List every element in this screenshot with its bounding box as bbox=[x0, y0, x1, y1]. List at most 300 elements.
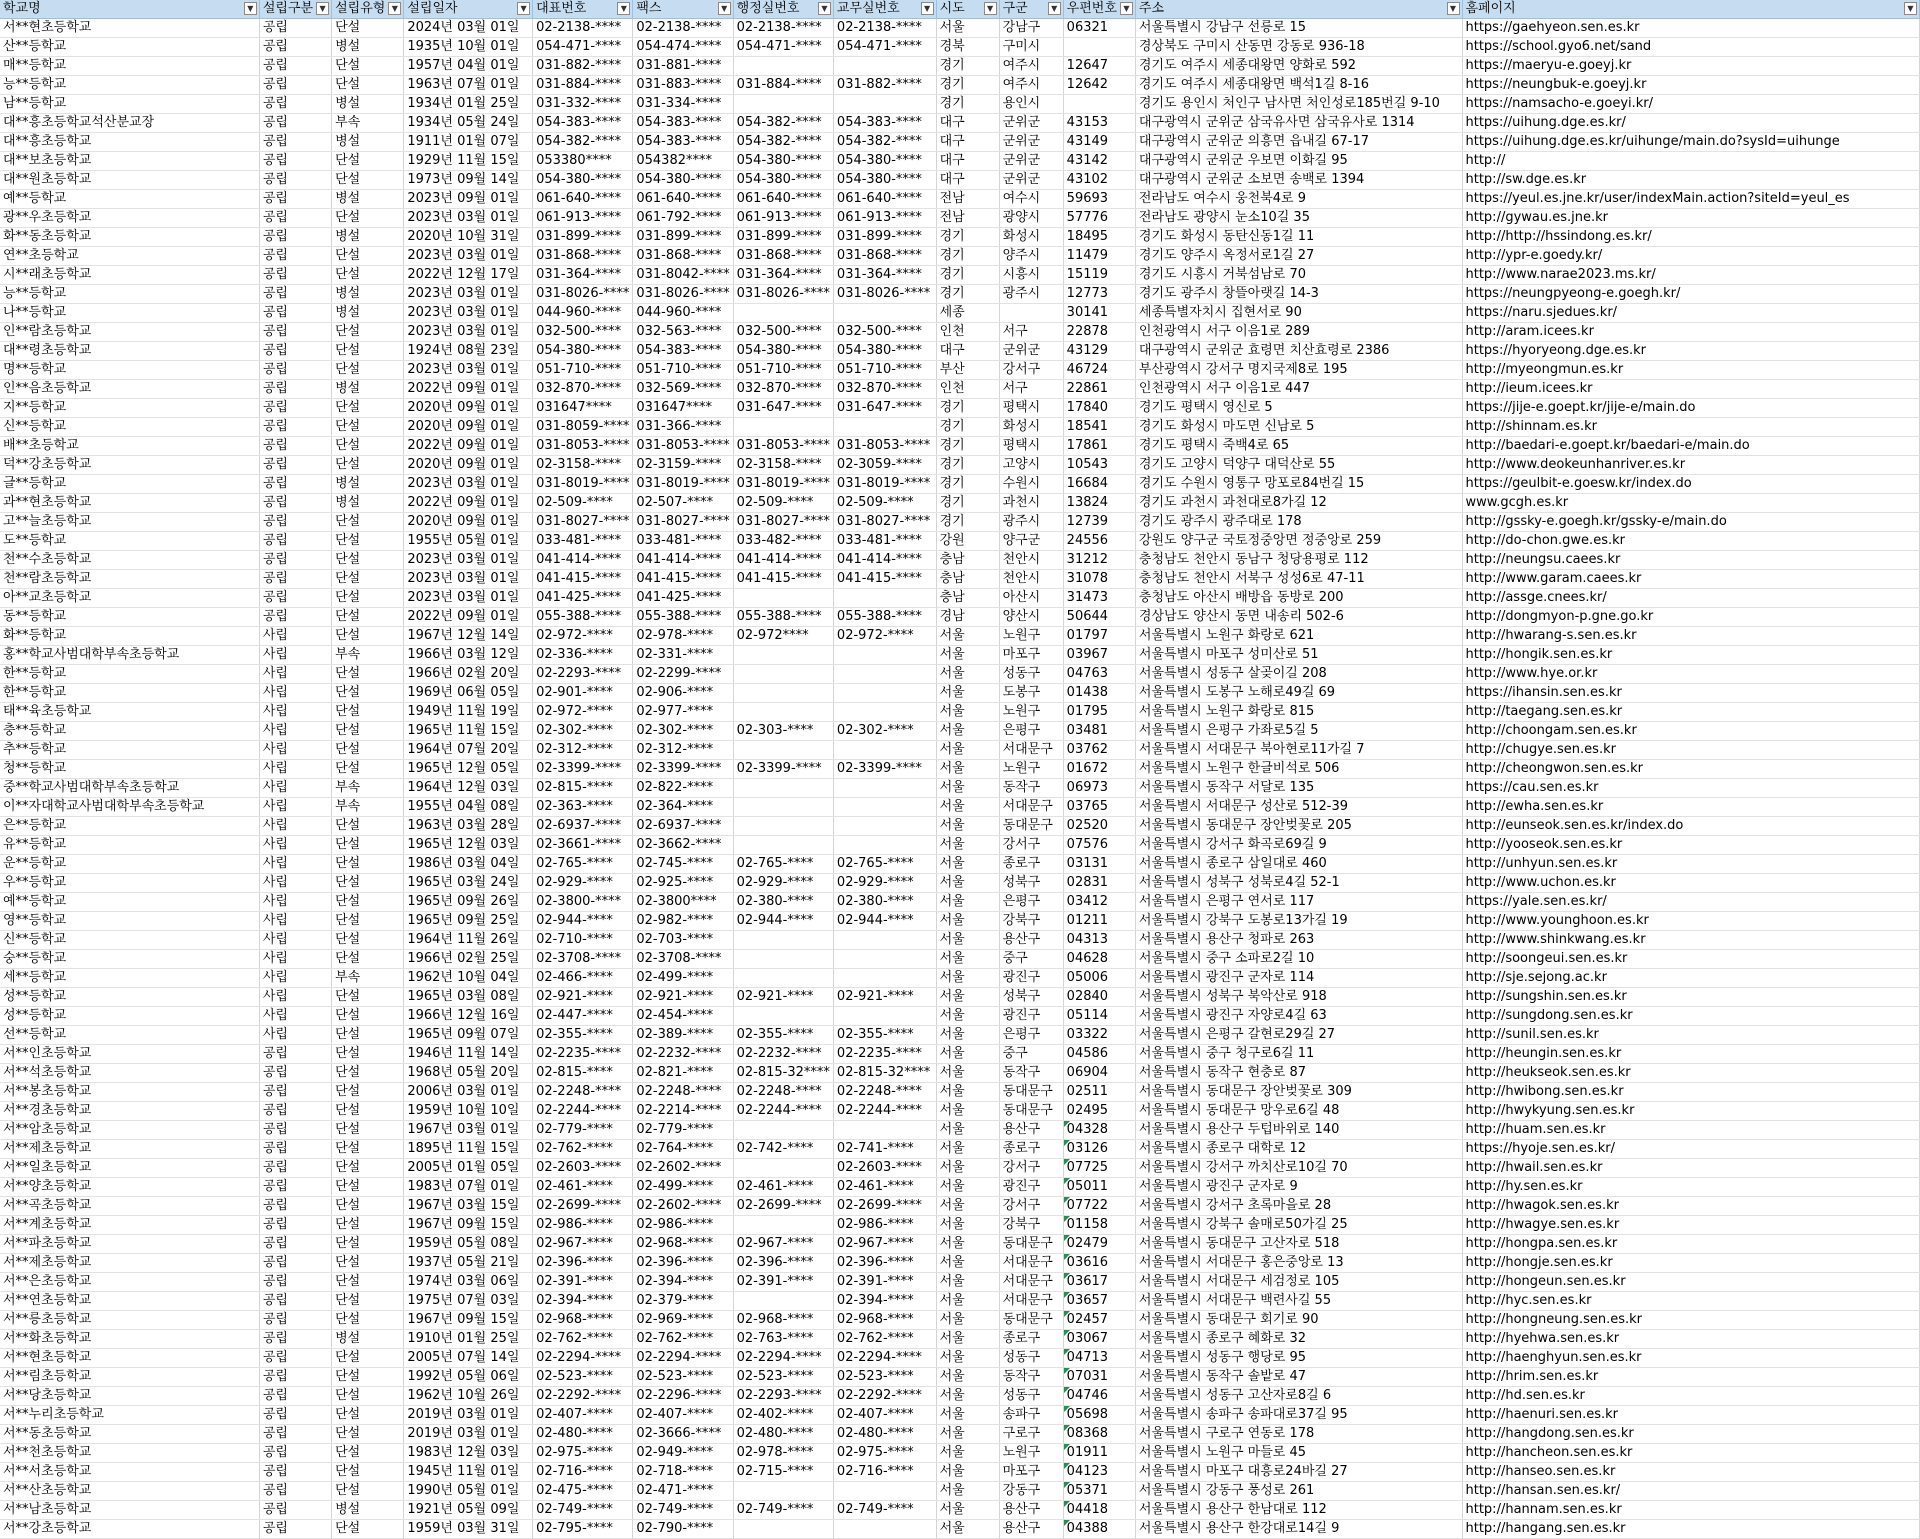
teacher-phone-cell[interactable]: 054-383-**** bbox=[833, 114, 936, 133]
main-phone-cell[interactable]: 031647**** bbox=[533, 399, 633, 418]
address-cell[interactable]: 서울특별시 강남구 선릉로 15 bbox=[1135, 19, 1462, 38]
found-type-cell[interactable]: 공립 bbox=[259, 1159, 331, 1178]
main-phone-cell[interactable]: 02-795-**** bbox=[533, 1520, 633, 1539]
homepage-cell[interactable]: http://hangang.sen.es.kr bbox=[1462, 1520, 1920, 1539]
found-date-cell[interactable]: 1962년 10월 04일 bbox=[404, 969, 533, 988]
homepage-cell[interactable]: http://hwibong.sen.es.kr bbox=[1462, 1083, 1920, 1102]
admin-phone-cell[interactable] bbox=[733, 779, 833, 798]
fax-cell[interactable]: 02-364-**** bbox=[633, 798, 733, 817]
establish-type-cell[interactable]: 병설 bbox=[332, 285, 404, 304]
homepage-cell[interactable]: http://www.garam.caees.kr bbox=[1462, 570, 1920, 589]
teacher-phone-cell[interactable]: 02-2138-**** bbox=[833, 19, 936, 38]
fax-cell[interactable]: 02-2294-**** bbox=[633, 1349, 733, 1368]
fax-cell[interactable]: 041-415-**** bbox=[633, 570, 733, 589]
teacher-phone-cell[interactable]: 02-394-**** bbox=[833, 1292, 936, 1311]
main-phone-cell[interactable]: 061-913-**** bbox=[533, 209, 633, 228]
admin-phone-cell[interactable]: 02-921-**** bbox=[733, 988, 833, 1007]
district-cell[interactable]: 여주시 bbox=[999, 57, 1063, 76]
found-type-cell[interactable]: 공립 bbox=[259, 570, 331, 589]
found-date-cell[interactable]: 1959년 03월 31일 bbox=[404, 1520, 533, 1539]
found-date-cell[interactable]: 1990년 05월 01일 bbox=[404, 1482, 533, 1501]
address-cell[interactable]: 경기도 여주시 세종대왕면 백석1길 8-16 bbox=[1135, 76, 1462, 95]
zip-cell[interactable]: 31212 bbox=[1063, 551, 1135, 570]
homepage-cell[interactable]: www.gcgh.es.kr bbox=[1462, 494, 1920, 513]
main-phone-cell[interactable]: 02-475-**** bbox=[533, 1482, 633, 1501]
found-date-cell[interactable]: 1965년 09월 25일 bbox=[404, 912, 533, 931]
establish-type-cell[interactable]: 단설 bbox=[332, 209, 404, 228]
establish-type-cell[interactable]: 단설 bbox=[332, 532, 404, 551]
found-type-cell[interactable]: 공립 bbox=[259, 418, 331, 437]
province-cell[interactable]: 서울 bbox=[936, 1349, 999, 1368]
address-cell[interactable]: 서울특별시 강북구 도봉로13가길 19 bbox=[1135, 912, 1462, 931]
found-type-cell[interactable]: 공립 bbox=[259, 1406, 331, 1425]
admin-phone-cell[interactable]: 061-640-**** bbox=[733, 190, 833, 209]
main-phone-cell[interactable]: 02-3661-**** bbox=[533, 836, 633, 855]
teacher-phone-cell[interactable]: 02-972-**** bbox=[833, 627, 936, 646]
establish-type-cell[interactable]: 단설 bbox=[332, 171, 404, 190]
address-cell[interactable]: 경기도 화성시 마도면 신남로 5 bbox=[1135, 418, 1462, 437]
school-name-cell[interactable]: 선**등학교 bbox=[0, 1026, 259, 1045]
zip-cell[interactable]: 43129 bbox=[1063, 342, 1135, 361]
homepage-cell[interactable]: http://soongeui.sen.es.kr bbox=[1462, 950, 1920, 969]
district-cell[interactable]: 수원시 bbox=[999, 475, 1063, 494]
school-name-cell[interactable]: 숭**등학교 bbox=[0, 950, 259, 969]
province-cell[interactable]: 서울 bbox=[936, 627, 999, 646]
found-type-cell[interactable]: 사립 bbox=[259, 855, 331, 874]
province-cell[interactable]: 서울 bbox=[936, 1026, 999, 1045]
school-name-cell[interactable]: 서**현초등학교 bbox=[0, 19, 259, 38]
admin-phone-cell[interactable] bbox=[733, 817, 833, 836]
establish-type-cell[interactable]: 단설 bbox=[332, 817, 404, 836]
found-type-cell[interactable]: 사립 bbox=[259, 684, 331, 703]
province-cell[interactable]: 대구 bbox=[936, 171, 999, 190]
district-cell[interactable]: 평택시 bbox=[999, 399, 1063, 418]
homepage-cell[interactable]: http://sje.sejong.ac.kr bbox=[1462, 969, 1920, 988]
found-type-cell[interactable]: 공립 bbox=[259, 1425, 331, 1444]
column-header[interactable] bbox=[936, 0, 999, 19]
found-date-cell[interactable]: 1911년 01월 07일 bbox=[404, 133, 533, 152]
found-date-cell[interactable]: 2023년 03월 01일 bbox=[404, 285, 533, 304]
main-phone-cell[interactable]: 02-447-**** bbox=[533, 1007, 633, 1026]
district-cell[interactable]: 성북구 bbox=[999, 874, 1063, 893]
address-cell[interactable]: 서울특별시 광진구 자양로4길 63 bbox=[1135, 1007, 1462, 1026]
zip-cell[interactable]: 31078 bbox=[1063, 570, 1135, 589]
address-cell[interactable]: 서울특별시 동대문구 장안벚꽃로 205 bbox=[1135, 817, 1462, 836]
main-phone-cell[interactable]: 02-815-**** bbox=[533, 1064, 633, 1083]
district-cell[interactable]: 평택시 bbox=[999, 437, 1063, 456]
address-cell[interactable]: 서울특별시 성북구 성북로4길 52-1 bbox=[1135, 874, 1462, 893]
found-type-cell[interactable]: 공립 bbox=[259, 1140, 331, 1159]
fax-cell[interactable]: 02-3159-**** bbox=[633, 456, 733, 475]
admin-phone-cell[interactable]: 061-913-**** bbox=[733, 209, 833, 228]
district-cell[interactable] bbox=[999, 304, 1063, 323]
zip-cell[interactable]: 02479 bbox=[1063, 1235, 1135, 1254]
found-date-cell[interactable]: 1965년 09월 26일 bbox=[404, 893, 533, 912]
found-type-cell[interactable]: 사립 bbox=[259, 969, 331, 988]
establish-type-cell[interactable]: 단설 bbox=[332, 570, 404, 589]
establish-type-cell[interactable]: 부속 bbox=[332, 779, 404, 798]
school-name-cell[interactable]: 서**화초등학교 bbox=[0, 1330, 259, 1349]
found-date-cell[interactable]: 1966년 03월 12일 bbox=[404, 646, 533, 665]
homepage-cell[interactable]: http://gywau.es.jne.kr bbox=[1462, 209, 1920, 228]
found-type-cell[interactable]: 공립 bbox=[259, 114, 331, 133]
district-cell[interactable]: 강남구 bbox=[999, 19, 1063, 38]
main-phone-cell[interactable]: 02-967-**** bbox=[533, 1235, 633, 1254]
found-type-cell[interactable]: 사립 bbox=[259, 627, 331, 646]
teacher-phone-cell[interactable]: 02-355-**** bbox=[833, 1026, 936, 1045]
teacher-phone-cell[interactable]: 031-364-**** bbox=[833, 266, 936, 285]
admin-phone-cell[interactable]: 031-364-**** bbox=[733, 266, 833, 285]
establish-type-cell[interactable]: 단설 bbox=[332, 1292, 404, 1311]
school-name-cell[interactable]: 서**림초등학교 bbox=[0, 1368, 259, 1387]
admin-phone-cell[interactable]: 02-967-**** bbox=[733, 1235, 833, 1254]
filter-dropdown-icon[interactable]: ▼ bbox=[1447, 2, 1460, 15]
found-type-cell[interactable]: 공립 bbox=[259, 361, 331, 380]
found-date-cell[interactable]: 2023년 03월 01일 bbox=[404, 209, 533, 228]
found-type-cell[interactable]: 공립 bbox=[259, 1463, 331, 1482]
province-cell[interactable]: 인천 bbox=[936, 323, 999, 342]
main-phone-cell[interactable]: 02-749-**** bbox=[533, 1501, 633, 1520]
found-type-cell[interactable]: 공립 bbox=[259, 475, 331, 494]
address-cell[interactable]: 강원도 양구군 국토정중앙면 정중앙로 259 bbox=[1135, 532, 1462, 551]
establish-type-cell[interactable]: 단설 bbox=[332, 1121, 404, 1140]
province-cell[interactable]: 경기 bbox=[936, 456, 999, 475]
main-phone-cell[interactable]: 054-383-**** bbox=[533, 114, 633, 133]
found-date-cell[interactable]: 1955년 04월 08일 bbox=[404, 798, 533, 817]
main-phone-cell[interactable]: 031-8059-**** bbox=[533, 418, 633, 437]
teacher-phone-cell[interactable]: 055-388-**** bbox=[833, 608, 936, 627]
district-cell[interactable]: 은평구 bbox=[999, 1026, 1063, 1045]
province-cell[interactable]: 경남 bbox=[936, 608, 999, 627]
column-header[interactable] bbox=[999, 0, 1063, 19]
district-cell[interactable]: 구미시 bbox=[999, 38, 1063, 57]
admin-phone-cell[interactable] bbox=[733, 1482, 833, 1501]
address-cell[interactable]: 서울특별시 은평구 가좌로5길 5 bbox=[1135, 722, 1462, 741]
school-name-cell[interactable]: 홍**학교사범대학부속초등학교 bbox=[0, 646, 259, 665]
zip-cell[interactable] bbox=[1063, 95, 1135, 114]
homepage-cell[interactable]: http://choongam.sen.es.kr bbox=[1462, 722, 1920, 741]
found-type-cell[interactable]: 공립 bbox=[259, 589, 331, 608]
homepage-cell[interactable]: http://chugye.sen.es.kr bbox=[1462, 741, 1920, 760]
zip-cell[interactable]: 05371 bbox=[1063, 1482, 1135, 1501]
teacher-phone-cell[interactable]: 031-8053-**** bbox=[833, 437, 936, 456]
found-date-cell[interactable]: 1962년 10월 26일 bbox=[404, 1387, 533, 1406]
province-cell[interactable]: 서울 bbox=[936, 1083, 999, 1102]
teacher-phone-cell[interactable]: 02-921-**** bbox=[833, 988, 936, 1007]
address-cell[interactable]: 서울특별시 강서구 화곡로69길 9 bbox=[1135, 836, 1462, 855]
address-cell[interactable]: 서울특별시 동작구 현충로 87 bbox=[1135, 1064, 1462, 1083]
zip-cell[interactable]: 13824 bbox=[1063, 494, 1135, 513]
address-cell[interactable]: 대구광역시 군위군 우보면 이화길 95 bbox=[1135, 152, 1462, 171]
district-cell[interactable]: 강동구 bbox=[999, 1482, 1063, 1501]
found-date-cell[interactable]: 1964년 11월 26일 bbox=[404, 931, 533, 950]
district-cell[interactable]: 은평구 bbox=[999, 722, 1063, 741]
school-name-cell[interactable]: 신**등학교 bbox=[0, 931, 259, 950]
fax-cell[interactable]: 02-3800**** bbox=[633, 893, 733, 912]
address-cell[interactable]: 서울특별시 동작구 솔밭로 47 bbox=[1135, 1368, 1462, 1387]
admin-phone-cell[interactable]: 02-523-**** bbox=[733, 1368, 833, 1387]
found-type-cell[interactable]: 공립 bbox=[259, 209, 331, 228]
found-date-cell[interactable]: 1966년 02월 25일 bbox=[404, 950, 533, 969]
school-name-cell[interactable]: 성**등학교 bbox=[0, 988, 259, 1007]
fax-cell[interactable]: 032-569-**** bbox=[633, 380, 733, 399]
province-cell[interactable]: 경기 bbox=[936, 266, 999, 285]
zip-cell[interactable]: 04418 bbox=[1063, 1501, 1135, 1520]
school-name-cell[interactable]: 우**등학교 bbox=[0, 874, 259, 893]
zip-cell[interactable]: 22878 bbox=[1063, 323, 1135, 342]
establish-type-cell[interactable]: 단설 bbox=[332, 152, 404, 171]
teacher-phone-cell[interactable]: 02-523-**** bbox=[833, 1368, 936, 1387]
found-type-cell[interactable]: 사립 bbox=[259, 741, 331, 760]
establish-type-cell[interactable]: 병설 bbox=[332, 304, 404, 323]
found-date-cell[interactable]: 1967년 09월 15일 bbox=[404, 1311, 533, 1330]
main-phone-cell[interactable]: 02-2138-**** bbox=[533, 19, 633, 38]
address-cell[interactable]: 서울특별시 종로구 대학로 12 bbox=[1135, 1140, 1462, 1159]
fax-cell[interactable]: 031-8019-**** bbox=[633, 475, 733, 494]
admin-phone-cell[interactable] bbox=[733, 836, 833, 855]
teacher-phone-cell[interactable]: 041-415-**** bbox=[833, 570, 936, 589]
teacher-phone-cell[interactable] bbox=[833, 1007, 936, 1026]
homepage-cell[interactable]: http://myeongmun.es.kr bbox=[1462, 361, 1920, 380]
homepage-cell[interactable]: http://hannam.sen.es.kr bbox=[1462, 1501, 1920, 1520]
admin-phone-cell[interactable]: 02-303-**** bbox=[733, 722, 833, 741]
address-cell[interactable]: 서울특별시 마포구 대흥로24바길 27 bbox=[1135, 1463, 1462, 1482]
teacher-phone-cell[interactable] bbox=[833, 646, 936, 665]
admin-phone-cell[interactable]: 02-2699-**** bbox=[733, 1197, 833, 1216]
address-cell[interactable]: 서울특별시 종로구 삼일대로 460 bbox=[1135, 855, 1462, 874]
found-date-cell[interactable]: 1992년 05월 06일 bbox=[404, 1368, 533, 1387]
found-type-cell[interactable]: 공립 bbox=[259, 323, 331, 342]
zip-cell[interactable]: 57776 bbox=[1063, 209, 1135, 228]
main-phone-cell[interactable]: 02-968-**** bbox=[533, 1311, 633, 1330]
fax-cell[interactable]: 02-2602-**** bbox=[633, 1159, 733, 1178]
found-type-cell[interactable]: 공립 bbox=[259, 456, 331, 475]
fax-cell[interactable]: 02-2602-**** bbox=[633, 1197, 733, 1216]
establish-type-cell[interactable]: 단설 bbox=[332, 1178, 404, 1197]
address-cell[interactable]: 서울특별시 광진구 군자로 9 bbox=[1135, 1178, 1462, 1197]
province-cell[interactable]: 경기 bbox=[936, 95, 999, 114]
zip-cell[interactable]: 01797 bbox=[1063, 627, 1135, 646]
teacher-phone-cell[interactable]: 02-2248-**** bbox=[833, 1083, 936, 1102]
fax-cell[interactable]: 054-383-**** bbox=[633, 342, 733, 361]
teacher-phone-cell[interactable]: 032-870-**** bbox=[833, 380, 936, 399]
school-name-cell[interactable]: 인**람초등학교 bbox=[0, 323, 259, 342]
address-cell[interactable]: 충청남도 천안시 동남구 청당용평로 112 bbox=[1135, 551, 1462, 570]
found-type-cell[interactable]: 사립 bbox=[259, 1026, 331, 1045]
school-name-cell[interactable]: 서**계초등학교 bbox=[0, 1216, 259, 1235]
teacher-phone-cell[interactable] bbox=[833, 950, 936, 969]
found-date-cell[interactable]: 2023년 03월 01일 bbox=[404, 475, 533, 494]
found-date-cell[interactable]: 1929년 11월 15일 bbox=[404, 152, 533, 171]
homepage-cell[interactable]: https://yale.sen.es.kr/ bbox=[1462, 893, 1920, 912]
admin-phone-cell[interactable] bbox=[733, 646, 833, 665]
homepage-cell[interactable]: http://hongeun.sen.es.kr bbox=[1462, 1273, 1920, 1292]
address-cell[interactable]: 서울특별시 서대문구 세검정로 105 bbox=[1135, 1273, 1462, 1292]
main-phone-cell[interactable]: 02-3158-**** bbox=[533, 456, 633, 475]
found-type-cell[interactable]: 공립 bbox=[259, 228, 331, 247]
admin-phone-cell[interactable]: 02-749-**** bbox=[733, 1501, 833, 1520]
filter-dropdown-icon[interactable]: ▼ bbox=[984, 2, 997, 15]
admin-phone-cell[interactable] bbox=[733, 1007, 833, 1026]
teacher-phone-cell[interactable]: 041-414-**** bbox=[833, 551, 936, 570]
establish-type-cell[interactable]: 단설 bbox=[332, 1026, 404, 1045]
filter-dropdown-icon[interactable]: ▼ bbox=[1904, 2, 1917, 15]
found-type-cell[interactable]: 공립 bbox=[259, 1482, 331, 1501]
admin-phone-cell[interactable] bbox=[733, 418, 833, 437]
admin-phone-cell[interactable]: 02-978-**** bbox=[733, 1444, 833, 1463]
filter-dropdown-icon[interactable]: ▼ bbox=[1120, 2, 1133, 15]
admin-phone-cell[interactable] bbox=[733, 703, 833, 722]
fax-cell[interactable]: 033-481-**** bbox=[633, 532, 733, 551]
school-name-cell[interactable]: 서**현초등학교 bbox=[0, 1349, 259, 1368]
province-cell[interactable]: 서울 bbox=[936, 817, 999, 836]
province-cell[interactable]: 서울 bbox=[936, 874, 999, 893]
found-date-cell[interactable]: 1964년 12월 03일 bbox=[404, 779, 533, 798]
zip-cell[interactable]: 03765 bbox=[1063, 798, 1135, 817]
found-date-cell[interactable]: 1963년 03월 28일 bbox=[404, 817, 533, 836]
main-phone-cell[interactable]: 054-382-**** bbox=[533, 133, 633, 152]
fax-cell[interactable]: 02-986-**** bbox=[633, 1216, 733, 1235]
admin-phone-cell[interactable]: 031-868-**** bbox=[733, 247, 833, 266]
school-name-cell[interactable]: 세**등학교 bbox=[0, 969, 259, 988]
found-type-cell[interactable]: 공립 bbox=[259, 1178, 331, 1197]
fax-cell[interactable]: 02-507-**** bbox=[633, 494, 733, 513]
school-name-cell[interactable]: 도**등학교 bbox=[0, 532, 259, 551]
teacher-phone-cell[interactable] bbox=[833, 95, 936, 114]
homepage-cell[interactable]: http://www.uchon.es.kr bbox=[1462, 874, 1920, 893]
establish-type-cell[interactable]: 단설 bbox=[332, 1387, 404, 1406]
fax-cell[interactable]: 044-960-**** bbox=[633, 304, 733, 323]
district-cell[interactable]: 서구 bbox=[999, 380, 1063, 399]
establish-type-cell[interactable]: 병설 bbox=[332, 1501, 404, 1520]
establish-type-cell[interactable]: 단설 bbox=[332, 1216, 404, 1235]
school-name-cell[interactable]: 신**등학교 bbox=[0, 418, 259, 437]
school-name-cell[interactable]: 명**등학교 bbox=[0, 361, 259, 380]
homepage-cell[interactable]: https://namsacho-e.goeyi.kr/ bbox=[1462, 95, 1920, 114]
establish-type-cell[interactable]: 단설 bbox=[332, 1349, 404, 1368]
column-header[interactable] bbox=[332, 0, 404, 19]
homepage-cell[interactable]: http://www.shinkwang.es.kr bbox=[1462, 931, 1920, 950]
fax-cell[interactable]: 02-471-**** bbox=[633, 1482, 733, 1501]
address-cell[interactable]: 경기도 과천시 과천대로8가길 12 bbox=[1135, 494, 1462, 513]
province-cell[interactable]: 충남 bbox=[936, 589, 999, 608]
zip-cell[interactable]: 12647 bbox=[1063, 57, 1135, 76]
admin-phone-cell[interactable]: 054-382-**** bbox=[733, 133, 833, 152]
found-date-cell[interactable]: 1965년 12월 03일 bbox=[404, 836, 533, 855]
fax-cell[interactable]: 02-779-**** bbox=[633, 1121, 733, 1140]
address-cell[interactable]: 전라남도 여수시 웅천북4로 9 bbox=[1135, 190, 1462, 209]
establish-type-cell[interactable]: 단설 bbox=[332, 1045, 404, 1064]
admin-phone-cell[interactable] bbox=[733, 1292, 833, 1311]
main-phone-cell[interactable]: 02-523-**** bbox=[533, 1368, 633, 1387]
homepage-cell[interactable]: http://haenghyun.sen.es.kr bbox=[1462, 1349, 1920, 1368]
province-cell[interactable]: 서울 bbox=[936, 1064, 999, 1083]
homepage-cell[interactable]: http:// bbox=[1462, 152, 1920, 171]
district-cell[interactable]: 과천시 bbox=[999, 494, 1063, 513]
found-type-cell[interactable]: 공립 bbox=[259, 1121, 331, 1140]
zip-cell[interactable]: 04313 bbox=[1063, 931, 1135, 950]
teacher-phone-cell[interactable]: 02-2244-**** bbox=[833, 1102, 936, 1121]
teacher-phone-cell[interactable]: 031-899-**** bbox=[833, 228, 936, 247]
zip-cell[interactable]: 04328 bbox=[1063, 1121, 1135, 1140]
admin-phone-cell[interactable]: 02-355-**** bbox=[733, 1026, 833, 1045]
found-type-cell[interactable]: 공립 bbox=[259, 1520, 331, 1539]
province-cell[interactable]: 경북 bbox=[936, 38, 999, 57]
province-cell[interactable]: 서울 bbox=[936, 1178, 999, 1197]
main-phone-cell[interactable]: 051-710-**** bbox=[533, 361, 633, 380]
main-phone-cell[interactable]: 02-2235-**** bbox=[533, 1045, 633, 1064]
admin-phone-cell[interactable]: 02-2138-**** bbox=[733, 19, 833, 38]
address-cell[interactable]: 서울특별시 용산구 한남대로 112 bbox=[1135, 1501, 1462, 1520]
homepage-cell[interactable]: http://www.narae2023.ms.kr/ bbox=[1462, 266, 1920, 285]
province-cell[interactable]: 서울 bbox=[936, 779, 999, 798]
school-name-cell[interactable]: 서**당초등학교 bbox=[0, 1387, 259, 1406]
found-date-cell[interactable]: 2022년 12월 17일 bbox=[404, 266, 533, 285]
school-name-cell[interactable]: 서**릉초등학교 bbox=[0, 1311, 259, 1330]
province-cell[interactable]: 경기 bbox=[936, 76, 999, 95]
establish-type-cell[interactable]: 단설 bbox=[332, 1064, 404, 1083]
zip-cell[interactable]: 03967 bbox=[1063, 646, 1135, 665]
fax-cell[interactable]: 02-2299-**** bbox=[633, 665, 733, 684]
teacher-phone-cell[interactable] bbox=[833, 57, 936, 76]
teacher-phone-cell[interactable] bbox=[833, 779, 936, 798]
found-date-cell[interactable]: 1965년 09월 07일 bbox=[404, 1026, 533, 1045]
school-name-cell[interactable]: 대**원초등학교 bbox=[0, 171, 259, 190]
zip-cell[interactable]: 03617 bbox=[1063, 1273, 1135, 1292]
homepage-cell[interactable]: http://sungshin.sen.es.kr bbox=[1462, 988, 1920, 1007]
address-cell[interactable]: 서울특별시 은평구 연서로 117 bbox=[1135, 893, 1462, 912]
fax-cell[interactable]: 02-407-**** bbox=[633, 1406, 733, 1425]
establish-type-cell[interactable]: 단설 bbox=[332, 893, 404, 912]
main-phone-cell[interactable]: 031-868-**** bbox=[533, 247, 633, 266]
found-type-cell[interactable]: 공립 bbox=[259, 532, 331, 551]
establish-type-cell[interactable]: 병설 bbox=[332, 475, 404, 494]
found-type-cell[interactable]: 공립 bbox=[259, 1273, 331, 1292]
main-phone-cell[interactable]: 02-6937-**** bbox=[533, 817, 633, 836]
main-phone-cell[interactable]: 02-302-**** bbox=[533, 722, 633, 741]
establish-type-cell[interactable]: 단설 bbox=[332, 76, 404, 95]
establish-type-cell[interactable]: 단설 bbox=[332, 1254, 404, 1273]
admin-phone-cell[interactable]: 031-8019-**** bbox=[733, 475, 833, 494]
found-type-cell[interactable]: 사립 bbox=[259, 950, 331, 969]
admin-phone-cell[interactable]: 02-2232-**** bbox=[733, 1045, 833, 1064]
zip-cell[interactable] bbox=[1063, 38, 1135, 57]
homepage-cell[interactable]: http://yooseok.sen.es.kr bbox=[1462, 836, 1920, 855]
main-phone-cell[interactable]: 02-396-**** bbox=[533, 1254, 633, 1273]
found-date-cell[interactable]: 1955년 05월 01일 bbox=[404, 532, 533, 551]
school-name-cell[interactable]: 중**학교사범대학부속초등학교 bbox=[0, 779, 259, 798]
found-date-cell[interactable]: 1921년 05월 09일 bbox=[404, 1501, 533, 1520]
admin-phone-cell[interactable]: 054-380-**** bbox=[733, 342, 833, 361]
address-cell[interactable]: 서울특별시 노원구 한글비석로 506 bbox=[1135, 760, 1462, 779]
province-cell[interactable]: 서울 bbox=[936, 1254, 999, 1273]
school-name-cell[interactable]: 영**등학교 bbox=[0, 912, 259, 931]
establish-type-cell[interactable]: 병설 bbox=[332, 380, 404, 399]
teacher-phone-cell[interactable] bbox=[833, 931, 936, 950]
zip-cell[interactable]: 05698 bbox=[1063, 1406, 1135, 1425]
found-date-cell[interactable]: 1974년 03월 06일 bbox=[404, 1273, 533, 1292]
filter-dropdown-icon[interactable]: ▼ bbox=[316, 2, 329, 15]
teacher-phone-cell[interactable]: 061-913-**** bbox=[833, 209, 936, 228]
fax-cell[interactable]: 02-949-**** bbox=[633, 1444, 733, 1463]
district-cell[interactable]: 시흥시 bbox=[999, 266, 1063, 285]
district-cell[interactable]: 화성시 bbox=[999, 418, 1063, 437]
found-type-cell[interactable]: 공립 bbox=[259, 171, 331, 190]
establish-type-cell[interactable]: 단설 bbox=[332, 1311, 404, 1330]
school-name-cell[interactable]: 서**파초등학교 bbox=[0, 1235, 259, 1254]
address-cell[interactable]: 서울특별시 서대문구 성산로 512-39 bbox=[1135, 798, 1462, 817]
school-name-cell[interactable]: 서**봉초등학교 bbox=[0, 1083, 259, 1102]
